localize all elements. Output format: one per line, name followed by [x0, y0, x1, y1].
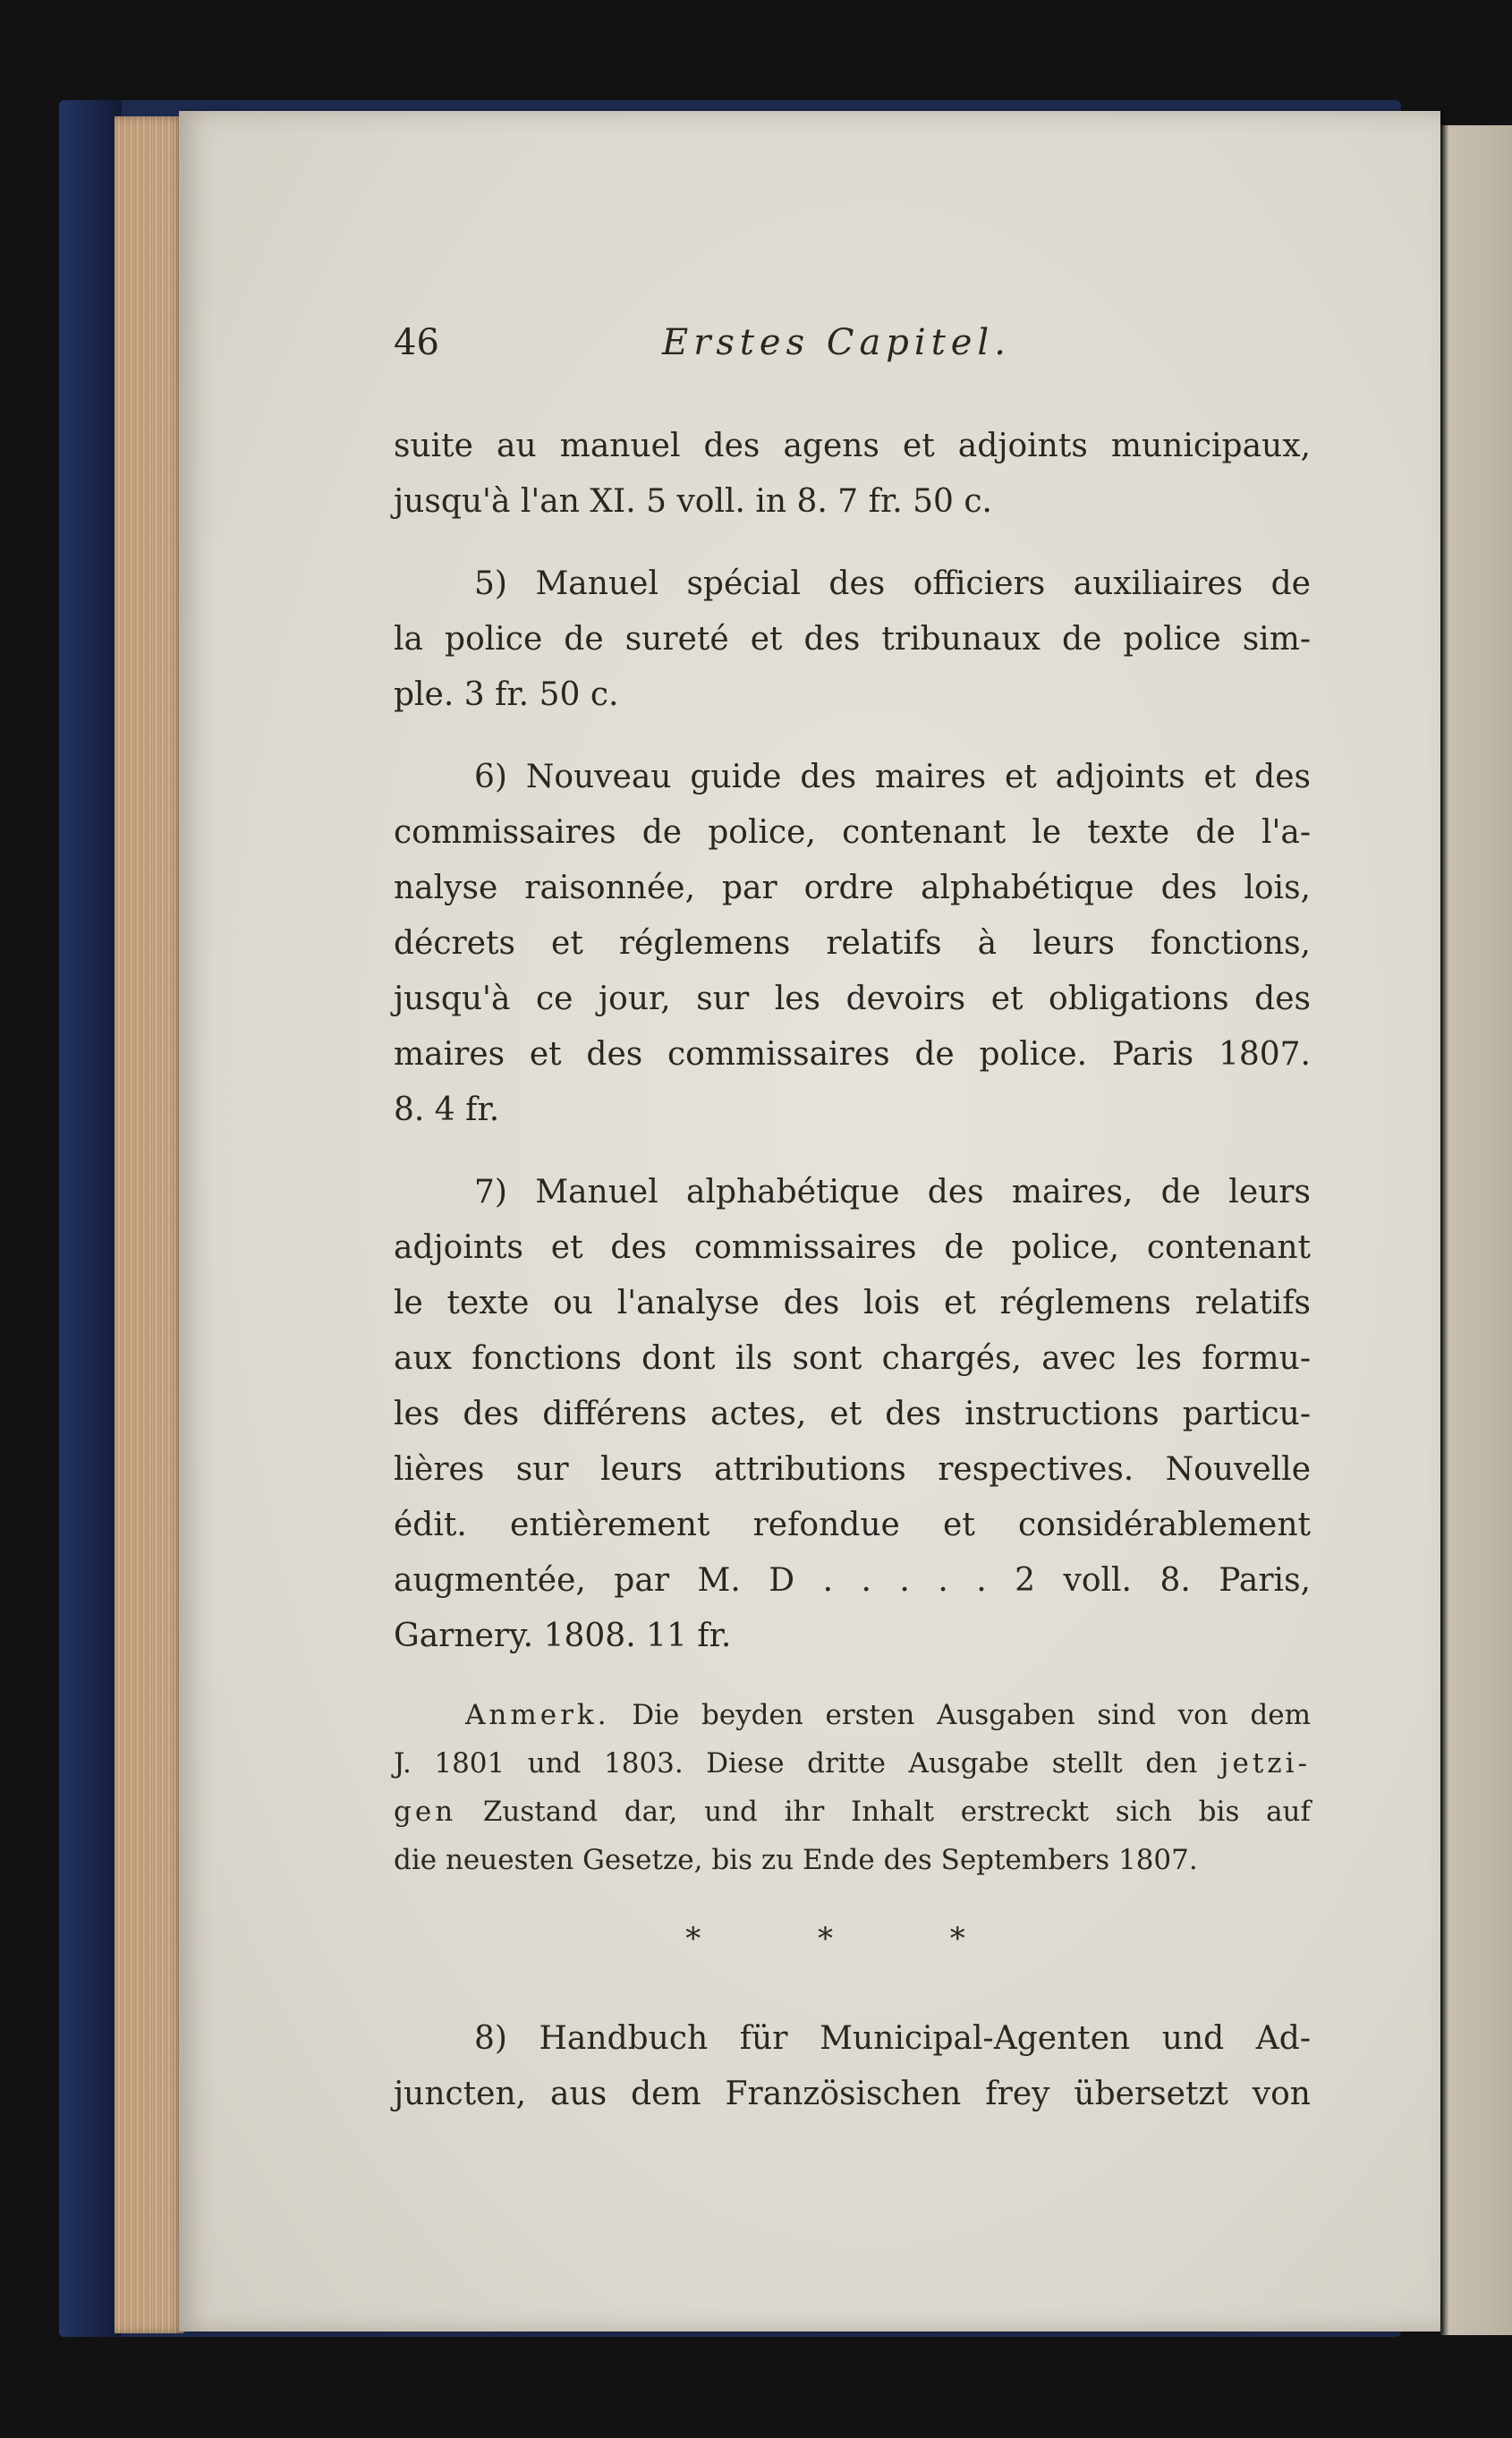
text-line: aux fonctions dont ils sont chargés, avec les formu- — [394, 1340, 1311, 1377]
note-emphasis: jetzi- — [1219, 1747, 1311, 1780]
entry-6 — [394, 750, 1311, 1138]
text-line: la police de sureté et des tribunaux de police sim- — [394, 621, 1311, 658]
text-line: nalyse raisonnée, par ordre alphabétique des lois, — [394, 870, 1311, 906]
text-line: juncten, aus dem Französischen frey übersetzt von — [394, 2076, 1311, 2112]
text-line: ple. 3 fr. 50 c. — [394, 676, 619, 713]
text-line: 8. 4 fr. — [394, 1092, 500, 1128]
text-line: décrets et réglemens relatifs à leurs fonctions, — [394, 925, 1311, 962]
text-line: édit. entièrement refondue et considérablement — [394, 1507, 1311, 1543]
text-line: les des différens actes, et des instructions particu- — [394, 1396, 1311, 1432]
page-text — [394, 322, 1311, 2122]
note-line — [394, 1691, 1311, 1739]
entry-7 — [394, 1165, 1311, 1664]
note-text: Die beyden ersten Ausgaben sind von dem — [632, 1699, 1312, 1731]
annotation-note — [394, 1691, 1311, 1884]
note-line: die neuesten Gesetze, bis zu Ende des Septembers 1807. — [394, 1844, 1198, 1876]
note-line — [394, 1788, 1311, 1836]
section-separator: * * * — [685, 1921, 1019, 1957]
note-text: J. 1801 und 1803. Diese dritte Ausgabe stellt den — [394, 1747, 1198, 1780]
text-line: Garnery. 1808. 11 fr. — [394, 1618, 732, 1654]
entry-5 — [394, 556, 1311, 723]
page-edges — [115, 116, 184, 2333]
facing-page-edge — [1440, 125, 1512, 2335]
page-number: 46 — [394, 322, 439, 363]
text-line: 7) Manuel alphabétique des maires, de leurs — [474, 1174, 1311, 1211]
text-line: 5) Manuel spécial des officiers auxiliaires de — [474, 565, 1311, 602]
note-line — [394, 1739, 1311, 1788]
text-line: lières sur leurs attributions respectives. Nouvelle — [394, 1451, 1311, 1488]
note-emphasis: gen — [394, 1796, 457, 1828]
chapter-title: Erstes Capitel. — [662, 322, 1011, 363]
entry-8 — [394, 2011, 1311, 2122]
text-line: le texte ou l'analyse des lois et réglemens relatifs — [394, 1285, 1311, 1321]
text-line: suite au manuel des agens et adjoints municipaux, — [394, 428, 1311, 464]
continuation-paragraph — [394, 419, 1311, 530]
text-line: 8) Handbuch für Municipal-Agenten und Ad- — [474, 2020, 1311, 2057]
note-label: Anmerk. — [465, 1699, 610, 1731]
text-line: jusqu'à ce jour, sur les devoirs et obligations des — [394, 981, 1311, 1017]
note-text: Zustand dar, und ihr Inhalt erstreckt sich bis auf — [482, 1796, 1311, 1828]
text-line: 6) Nouveau guide des maires et adjoints et des — [474, 759, 1311, 795]
text-line: jusqu'à l'an XI. 5 voll. in 8. 7 fr. 50 c. — [394, 483, 992, 520]
text-line: commissaires de police, contenant le texte de l'a- — [394, 814, 1311, 851]
text-line: maires et des commissaires de police. Paris 1807. — [394, 1036, 1311, 1073]
text-line: adjoints et des commissaires de police, contenant — [394, 1229, 1311, 1266]
running-head — [394, 322, 1311, 385]
book-spine — [59, 100, 122, 2337]
text-line: augmentée, par M. D . . . . . 2 voll. 8. Paris, — [394, 1562, 1311, 1599]
